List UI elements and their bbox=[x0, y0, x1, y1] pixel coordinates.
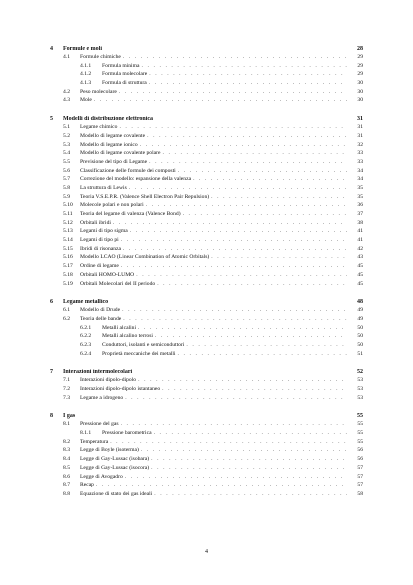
entry-title: Orbitali ibridi bbox=[80, 219, 111, 226]
dot-leader bbox=[125, 474, 347, 480]
entry-title: Peso molecolare bbox=[80, 88, 117, 95]
dot-leader bbox=[121, 263, 347, 269]
entry-page: 29 bbox=[357, 71, 363, 78]
entry-title: Modello di legame covalente bbox=[80, 132, 146, 139]
entry-title: Pressione del gas bbox=[80, 421, 119, 428]
toc-chapter-row[interactable] bbox=[50, 46, 363, 54]
entry-number: 6.2.1 bbox=[80, 324, 92, 331]
toc-section-row[interactable] bbox=[50, 228, 363, 237]
entry-number: 7.2 bbox=[63, 386, 70, 392]
entry-number: 5.9 bbox=[63, 193, 70, 200]
toc-section-row[interactable] bbox=[50, 491, 363, 500]
entry-title: Mole bbox=[80, 97, 92, 104]
chapter-title: Interazioni intermolecolari bbox=[63, 369, 133, 376]
toc-subsection-row[interactable] bbox=[50, 351, 363, 360]
dot-leader bbox=[211, 194, 347, 200]
entry-page: 35 bbox=[357, 184, 363, 191]
toc-chapter-row[interactable] bbox=[50, 369, 363, 377]
entry-page: 30 bbox=[357, 80, 363, 87]
entry-number: 5.14 bbox=[63, 237, 73, 244]
entry-number: 6.2 bbox=[63, 315, 70, 322]
entry-page: 37 bbox=[357, 211, 363, 217]
toc-section-row[interactable] bbox=[50, 97, 363, 106]
entry-page: 49 bbox=[357, 315, 363, 322]
toc-section-row[interactable] bbox=[50, 159, 363, 168]
toc-section-row[interactable] bbox=[50, 447, 363, 456]
dot-leader bbox=[211, 254, 347, 260]
entry-title: Equazione di stato dei gas ideali bbox=[80, 490, 153, 497]
toc-section-row[interactable] bbox=[50, 124, 363, 133]
dot-leader bbox=[94, 97, 347, 103]
chapter-spacer bbox=[50, 403, 363, 413]
entry-title: Modello di Drude bbox=[80, 307, 121, 314]
dot-leader bbox=[138, 377, 347, 383]
entry-title: Metalli alcalini bbox=[102, 324, 137, 331]
chapter-title: I gas bbox=[63, 413, 76, 420]
entry-title: Metalli alcalino terrosi bbox=[102, 333, 153, 340]
toc-subsection-row[interactable] bbox=[50, 333, 363, 342]
entry-title: Legami di tipo pi bbox=[80, 237, 119, 244]
toc-section-row[interactable] bbox=[50, 316, 363, 325]
entry-number: 4.1.2 bbox=[80, 71, 92, 78]
entry-page: 38 bbox=[357, 219, 363, 226]
entry-number: 6.1 bbox=[63, 307, 70, 314]
toc-section-row[interactable] bbox=[50, 482, 363, 491]
dot-leader bbox=[178, 168, 347, 174]
entry-title: Modello di legame ionico bbox=[80, 141, 138, 148]
entry-title: Legge di Gay-Lussac (isobara) bbox=[80, 456, 150, 463]
dot-leader bbox=[183, 211, 347, 217]
toc-section-row[interactable] bbox=[50, 465, 363, 474]
entry-number: 5.5 bbox=[63, 158, 70, 165]
toc-section-row[interactable] bbox=[50, 377, 363, 386]
dot-leader bbox=[138, 325, 347, 331]
entry-page: 56 bbox=[357, 447, 363, 454]
entry-title: Formula minima bbox=[102, 62, 140, 69]
dot-leader bbox=[122, 307, 347, 313]
toc-section-row[interactable] bbox=[50, 263, 363, 272]
entry-number: 5.16 bbox=[63, 254, 73, 261]
toc-section-row[interactable] bbox=[50, 386, 363, 395]
entry-page: 53 bbox=[357, 377, 363, 384]
entry-page: 45 bbox=[357, 271, 363, 278]
dot-leader bbox=[119, 124, 347, 130]
entry-number: 5.11 bbox=[63, 211, 73, 217]
entry-page: 55 bbox=[357, 421, 363, 428]
entry-page: 43 bbox=[357, 254, 363, 261]
entry-page: 45 bbox=[357, 280, 363, 287]
dot-leader bbox=[125, 395, 347, 401]
entry-page: 50 bbox=[357, 324, 363, 331]
entry-number: 5.4 bbox=[63, 150, 70, 157]
chapter-number: 5 bbox=[50, 116, 53, 123]
entry-title: Pressione barometrica bbox=[102, 430, 152, 437]
entry-page: 33 bbox=[357, 158, 363, 165]
entry-number: 5.8 bbox=[63, 184, 70, 191]
chapter-page: 55 bbox=[357, 413, 363, 420]
entry-number: 5.13 bbox=[63, 228, 73, 235]
entry-number: 5.1 bbox=[63, 124, 70, 131]
toc-section-row[interactable] bbox=[50, 395, 363, 404]
entry-page: 53 bbox=[357, 386, 363, 392]
dot-leader bbox=[157, 281, 347, 287]
entry-page: 45 bbox=[357, 263, 363, 270]
dot-leader bbox=[129, 185, 347, 191]
entry-page: 29 bbox=[357, 54, 363, 60]
entry-number: 8.8 bbox=[63, 490, 70, 497]
entry-title: Orbitali HOMO-LUMO bbox=[80, 271, 135, 278]
entry-title: Modello LCAO (Linear Combination of Atomic Orbitals) bbox=[80, 254, 210, 261]
entry-title: Formula di struttura bbox=[102, 80, 147, 87]
entry-number: 4.2 bbox=[63, 88, 70, 95]
dot-leader bbox=[123, 246, 347, 252]
entry-number: 5.12 bbox=[63, 219, 73, 226]
entry-number: 6.2.3 bbox=[80, 341, 92, 348]
entry-number: 8.1 bbox=[63, 421, 70, 428]
entry-number: 5.18 bbox=[63, 271, 73, 278]
toc-section-row[interactable] bbox=[50, 474, 363, 483]
entry-number: 8.3 bbox=[63, 447, 70, 454]
dot-leader bbox=[177, 351, 347, 357]
entry-title: Legame chimico bbox=[80, 124, 118, 131]
dot-leader bbox=[193, 176, 347, 182]
entry-title: Orbitali Molecolari del II periodo bbox=[80, 280, 156, 287]
dot-leader bbox=[123, 54, 347, 60]
entry-page: 30 bbox=[357, 88, 363, 95]
entry-title: Legame a idrogeno bbox=[80, 394, 124, 401]
dot-leader bbox=[96, 482, 347, 488]
toc-section-row[interactable] bbox=[50, 254, 363, 263]
toc-section-row[interactable] bbox=[50, 185, 363, 194]
entry-title: Legge di Avogadro bbox=[80, 473, 123, 480]
entry-page: 34 bbox=[357, 167, 363, 174]
entry-number: 5.15 bbox=[63, 245, 73, 252]
entry-number: 5.3 bbox=[63, 141, 70, 148]
entry-number: 4.3 bbox=[63, 97, 70, 104]
entry-title: Proprietà meccaniche dei metalli bbox=[102, 350, 176, 357]
page-number: 4 bbox=[205, 549, 208, 555]
toc-chapter-row[interactable] bbox=[50, 299, 363, 307]
entry-title: Conduttori, isolanti e semiconduttori bbox=[102, 341, 185, 348]
entry-title: Formula molecolare bbox=[102, 71, 148, 78]
entry-page: 42 bbox=[357, 245, 363, 252]
toc-section-row[interactable] bbox=[50, 54, 363, 63]
entry-number: 5.6 bbox=[63, 167, 70, 174]
toc-subsection-row[interactable] bbox=[50, 71, 363, 80]
toc-section-row[interactable] bbox=[50, 456, 363, 465]
dot-leader bbox=[155, 333, 347, 339]
dot-leader bbox=[119, 89, 347, 95]
entry-page: 55 bbox=[357, 430, 363, 437]
chapter-title: Formule e moli bbox=[63, 46, 102, 52]
entry-number: 7.3 bbox=[63, 394, 70, 401]
entry-title: Molecole polari e non polari bbox=[80, 202, 144, 209]
chapter-title: Legame metallico bbox=[63, 299, 109, 306]
entry-title: Modello di legame covalente polare bbox=[80, 150, 161, 157]
entry-page: 55 bbox=[357, 438, 363, 445]
dot-leader bbox=[113, 220, 347, 226]
dot-leader bbox=[123, 316, 347, 322]
entry-page: 30 bbox=[357, 97, 363, 104]
toc-section-row[interactable] bbox=[50, 307, 363, 316]
dot-leader bbox=[162, 150, 347, 156]
chapter-page: 48 bbox=[357, 299, 363, 306]
entry-page: 50 bbox=[357, 341, 363, 348]
dot-leader bbox=[141, 63, 347, 69]
dot-leader bbox=[154, 430, 347, 436]
entry-page: 32 bbox=[357, 141, 363, 148]
dot-leader bbox=[151, 456, 347, 462]
entry-number: 8.1.1 bbox=[80, 430, 92, 437]
table-of-contents bbox=[50, 46, 363, 500]
entry-number: 5.7 bbox=[63, 176, 70, 183]
dot-leader bbox=[147, 133, 347, 139]
chapter-number: 6 bbox=[50, 299, 53, 306]
dot-leader bbox=[154, 491, 347, 497]
entry-page: 51 bbox=[357, 350, 363, 357]
toc-section-row[interactable] bbox=[50, 220, 363, 229]
toc-subsection-row[interactable] bbox=[50, 80, 363, 89]
entry-title: Interazioni dipolo-dipolo bbox=[80, 377, 137, 384]
dot-leader bbox=[149, 159, 347, 165]
toc-subsection-row[interactable] bbox=[50, 325, 363, 334]
chapter-spacer bbox=[50, 106, 363, 116]
chapter-page: 31 bbox=[357, 116, 363, 123]
entry-page: 56 bbox=[357, 456, 363, 463]
entry-title: Legge di Boyle (isoterma) bbox=[80, 447, 139, 454]
chapter-title: Modelli di distribuzione elettronica bbox=[63, 116, 154, 123]
entry-page: 57 bbox=[357, 482, 363, 489]
entry-number: 4.1.1 bbox=[80, 62, 92, 69]
entry-number: 5.17 bbox=[63, 263, 73, 270]
entry-title: Legami di tipo sigma bbox=[80, 228, 128, 235]
toc-section-row[interactable] bbox=[50, 176, 363, 185]
entry-number: 4.1 bbox=[63, 54, 70, 60]
entry-page: 58 bbox=[357, 490, 363, 497]
toc-subsection-row[interactable] bbox=[50, 430, 363, 439]
dot-leader bbox=[149, 71, 347, 77]
dot-leader bbox=[146, 202, 347, 208]
dot-leader bbox=[186, 342, 347, 348]
toc-section-row[interactable] bbox=[50, 421, 363, 430]
entry-page: 36 bbox=[357, 202, 363, 209]
entry-title: Teoria delle bande bbox=[80, 315, 122, 322]
entry-page: 53 bbox=[357, 394, 363, 401]
entry-page: 41 bbox=[357, 228, 363, 235]
entry-title: Previsione del tipo di Legame bbox=[80, 158, 148, 165]
toc-chapter-row[interactable] bbox=[50, 413, 363, 421]
entry-page: 29 bbox=[357, 62, 363, 69]
toc-section-row[interactable] bbox=[50, 194, 363, 203]
chapter-number: 4 bbox=[50, 46, 53, 52]
entry-title: Ordine di legame bbox=[80, 263, 119, 270]
entry-number: 4.1.3 bbox=[80, 80, 92, 87]
entry-number: 7.1 bbox=[63, 377, 70, 384]
toc-section-row[interactable] bbox=[50, 202, 363, 211]
entry-page: 50 bbox=[357, 333, 363, 340]
entry-page: 31 bbox=[357, 132, 363, 139]
entry-title: La struttura di Lewis bbox=[80, 184, 127, 191]
dot-leader bbox=[151, 465, 347, 471]
entry-number: 8.7 bbox=[63, 482, 70, 489]
entry-number: 5.2 bbox=[63, 132, 70, 139]
chapter-number: 8 bbox=[50, 413, 53, 420]
entry-title: Teoria V.S.E.P.R. (Valence Shell Electron Pair Repulsion) bbox=[80, 193, 210, 200]
toc-section-row[interactable] bbox=[50, 237, 363, 246]
toc-section-row[interactable] bbox=[50, 168, 363, 177]
entry-page: 31 bbox=[357, 124, 363, 131]
entry-page: 35 bbox=[357, 193, 363, 200]
toc-section-row[interactable] bbox=[50, 281, 363, 290]
dot-leader bbox=[141, 447, 347, 453]
toc-section-row[interactable] bbox=[50, 272, 363, 281]
entry-number: 5.19 bbox=[63, 280, 73, 287]
toc-section-row[interactable] bbox=[50, 133, 363, 142]
entry-title: Ibridi di risonanza bbox=[80, 245, 122, 252]
entry-page: 57 bbox=[357, 473, 363, 480]
entry-page: 57 bbox=[357, 464, 363, 471]
entry-title: Teoria del legame di valenza (Valence Bond) bbox=[80, 211, 181, 217]
entry-number: 8.4 bbox=[63, 456, 70, 463]
entry-page: 49 bbox=[357, 307, 363, 314]
entry-title: Classificazione delle formule dei composti bbox=[80, 167, 176, 174]
entry-number: 8.2 bbox=[63, 438, 70, 445]
toc-subsection-row[interactable] bbox=[50, 342, 363, 351]
entry-title: Legge di Gay-Lussac (isocora) bbox=[80, 464, 150, 471]
chapter-page: 52 bbox=[357, 369, 363, 376]
entry-page: 34 bbox=[357, 176, 363, 183]
dot-leader bbox=[140, 142, 347, 148]
entry-number: 6.2.2 bbox=[80, 333, 92, 340]
toc-section-row[interactable] bbox=[50, 150, 363, 159]
entry-number: 8.6 bbox=[63, 473, 70, 480]
dot-leader bbox=[121, 237, 347, 243]
entry-page: 41 bbox=[357, 237, 363, 244]
chapter-spacer bbox=[50, 289, 363, 299]
entry-title: Interazioni dipolo-dipolo istantaneo bbox=[80, 386, 161, 392]
dot-leader bbox=[121, 421, 347, 427]
entry-number: 8.5 bbox=[63, 464, 70, 471]
dot-leader bbox=[130, 228, 347, 234]
entry-number: 5.10 bbox=[63, 202, 73, 209]
entry-title: Formule chimiche bbox=[80, 54, 121, 60]
dot-leader bbox=[136, 272, 347, 278]
toc-section-row[interactable] bbox=[50, 142, 363, 151]
entry-title: Recap bbox=[80, 482, 94, 489]
toc-subsection-row[interactable] bbox=[50, 63, 363, 72]
entry-page: 33 bbox=[357, 150, 363, 157]
entry-title: Correzione del modello: espansione della valenza bbox=[80, 176, 192, 183]
toc-chapter-row[interactable] bbox=[50, 116, 363, 124]
chapter-spacer bbox=[50, 359, 363, 369]
toc-section-row[interactable] bbox=[50, 89, 363, 98]
dot-leader bbox=[162, 386, 347, 392]
chapter-number: 7 bbox=[50, 369, 53, 376]
dot-leader bbox=[149, 80, 347, 86]
entry-number: 6.2.4 bbox=[80, 350, 92, 357]
toc-section-row[interactable] bbox=[50, 211, 363, 220]
chapter-page: 28 bbox=[357, 46, 363, 52]
entry-title: Temperatura bbox=[80, 438, 109, 445]
dot-leader bbox=[110, 439, 347, 445]
